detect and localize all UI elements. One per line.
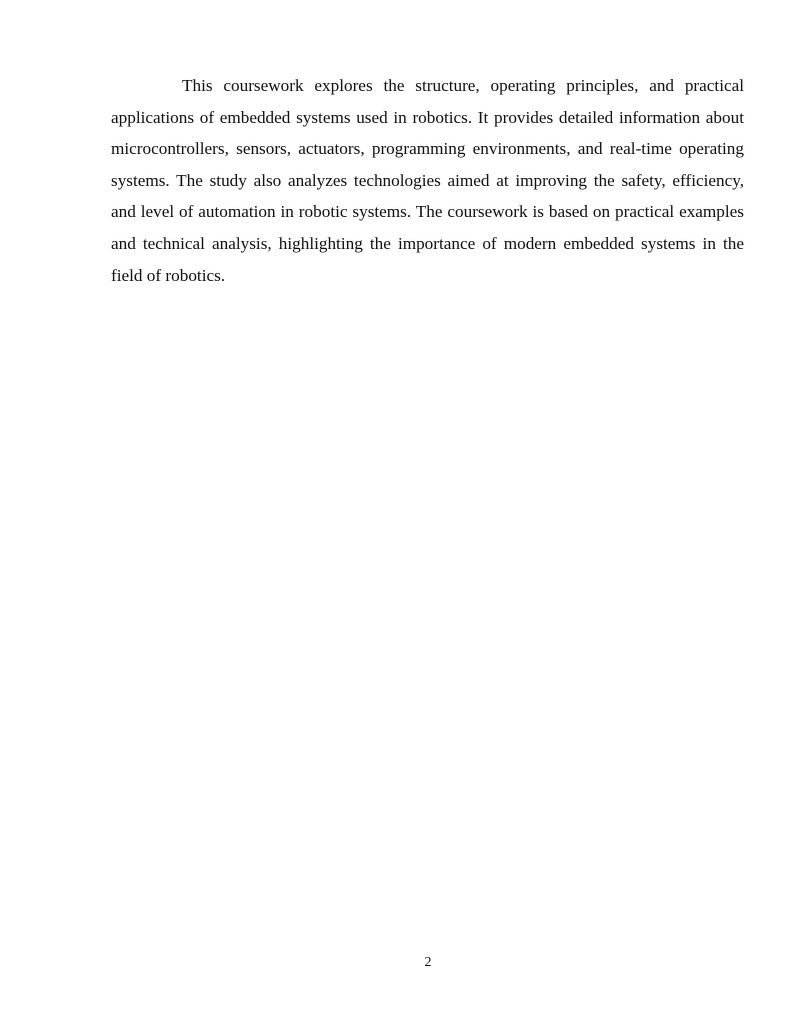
page-number: 2 — [424, 955, 432, 970]
abstract-paragraph: This coursework explores the structure, operating principles, and practical applications of embedded systems used in robotics. It provides detailed information about microcontrollers, sensors, actuators, programming environments, and real-time operating systems. The study also analyzes technologies aimed at improving the safety, efficiency, and level of automation in robotic systems. The coursework is based on practical examples and technical analysis, highlighting the importance of modern embedded systems in the field of robotics. — [111, 76, 744, 285]
